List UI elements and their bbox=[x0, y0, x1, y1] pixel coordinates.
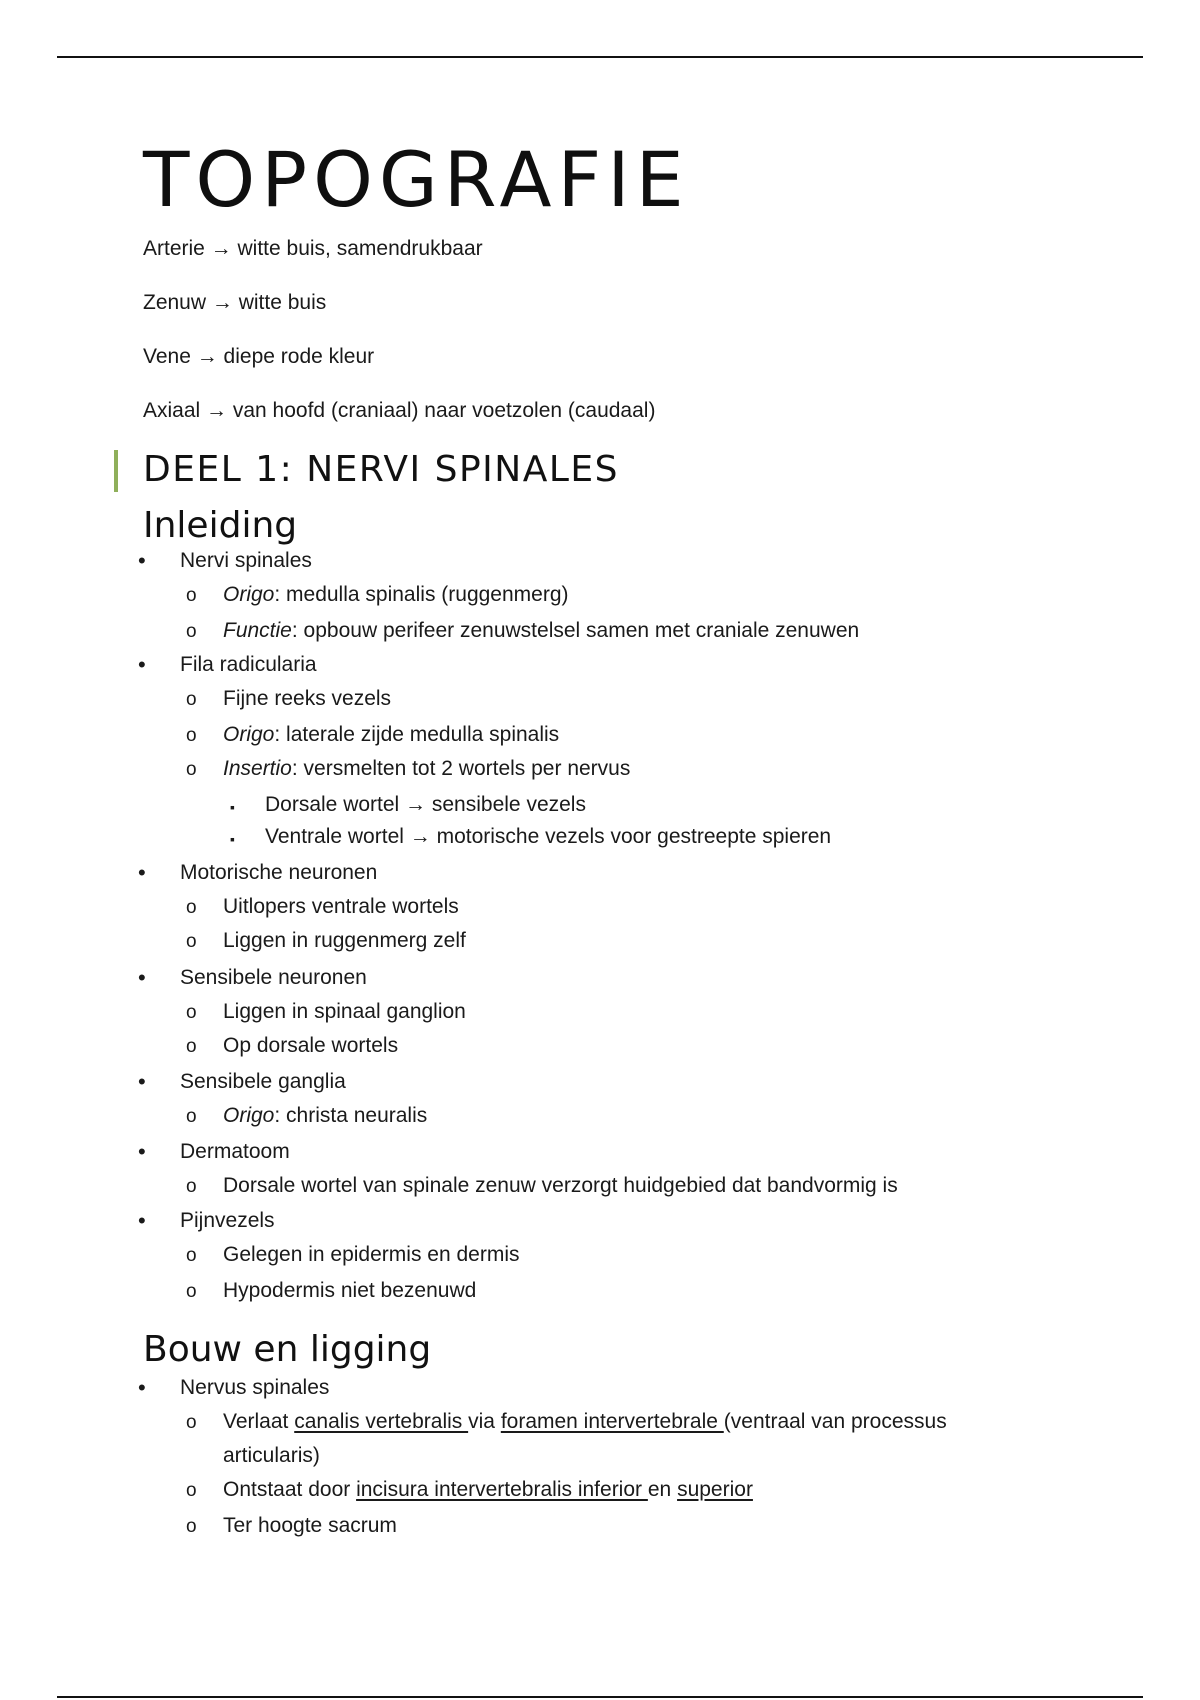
bullet-marker: o bbox=[186, 759, 197, 780]
list-item-text bbox=[223, 584, 569, 605]
bullet-marker: o bbox=[186, 1002, 197, 1023]
bullet-marker: • bbox=[138, 965, 146, 990]
list-item-text bbox=[223, 1479, 753, 1500]
text-run: Verlaat bbox=[223, 1410, 295, 1433]
list-item-text: Ventrale wortel → motorische vezels voor gestreepte spieren bbox=[265, 825, 832, 848]
bullet-marker: • bbox=[138, 652, 146, 677]
bullet-marker: o bbox=[186, 1245, 197, 1266]
bullet-marker: • bbox=[138, 1208, 146, 1233]
bullet-marker: ▪ bbox=[230, 799, 235, 815]
heading-bouw-en-ligging: Bouw en ligging bbox=[143, 1329, 432, 1370]
bullet-marker: ▪ bbox=[230, 831, 235, 847]
list-item-text bbox=[223, 1411, 947, 1432]
intro-line-axiaal: Axiaal → van hoofd (craniaal) naar voetzolen (caudaal) bbox=[143, 399, 656, 422]
underlined-term: foramen intervertebrale bbox=[500, 1410, 724, 1433]
footer-rule bbox=[57, 1696, 1143, 1698]
intro-line-vene: Vene → diepe rode kleur bbox=[143, 345, 375, 368]
bullet-marker: • bbox=[138, 548, 146, 573]
list-item-text: Fila radicularia bbox=[180, 653, 317, 676]
term-text: : versmelten tot 2 wortels per nervus bbox=[291, 757, 631, 780]
list-item-text: Pijnvezels bbox=[180, 1209, 275, 1232]
bullet-marker: o bbox=[186, 1106, 197, 1127]
list-item-text: Nervi spinales bbox=[180, 549, 312, 572]
term-text: : medulla spinalis (ruggenmerg) bbox=[274, 583, 569, 606]
list-item-text: Ter hoogte sacrum bbox=[223, 1514, 397, 1537]
underlined-term: superior bbox=[677, 1478, 753, 1501]
list-item-continuation: articularis) bbox=[223, 1444, 320, 1467]
list-item-text bbox=[223, 620, 859, 641]
header-rule bbox=[57, 56, 1143, 58]
bullet-marker: o bbox=[186, 689, 197, 710]
term-label: Insertio bbox=[223, 757, 292, 780]
underlined-term: canalis vertebralis bbox=[294, 1410, 469, 1433]
list-item-text: Sensibele ganglia bbox=[180, 1070, 346, 1093]
bullet-marker: o bbox=[186, 621, 197, 642]
list-item-text: Dorsale wortel van spinale zenuw verzorgt huidgebied dat bandvormig is bbox=[223, 1174, 898, 1197]
underlined-term: incisura intervertebralis inferior bbox=[356, 1478, 648, 1501]
bullet-marker: • bbox=[138, 860, 146, 885]
bullet-marker: • bbox=[138, 1375, 146, 1400]
term-label: Functie bbox=[223, 619, 292, 642]
bullet-marker: o bbox=[186, 897, 197, 918]
list-item-text: Hypodermis niet bezenuwd bbox=[223, 1279, 477, 1302]
term-text: : laterale zijde medulla spinalis bbox=[274, 723, 560, 746]
bullet-marker: • bbox=[138, 1139, 146, 1164]
list-item-text bbox=[223, 758, 630, 779]
list-item-text: Liggen in spinaal ganglion bbox=[223, 1000, 466, 1023]
list-item-text: Sensibele neuronen bbox=[180, 966, 367, 989]
list-item-text: Gelegen in epidermis en dermis bbox=[223, 1243, 520, 1266]
bullet-marker: • bbox=[138, 1069, 146, 1094]
text-run: via bbox=[468, 1410, 501, 1433]
list-item-text: Liggen in ruggenmerg zelf bbox=[223, 929, 466, 952]
list-item-text: Nervus spinales bbox=[180, 1376, 330, 1399]
list-item-text: Op dorsale wortels bbox=[223, 1034, 399, 1057]
list-item-text: Dorsale wortel → sensibele vezels bbox=[265, 793, 586, 816]
term-label: Origo bbox=[223, 723, 275, 746]
heading-inleiding: Inleiding bbox=[143, 505, 298, 546]
text-run: en bbox=[647, 1478, 678, 1501]
bullet-marker: o bbox=[186, 1412, 197, 1433]
text-run: Ontstaat door bbox=[223, 1478, 357, 1501]
bullet-marker: o bbox=[186, 1036, 197, 1057]
term-text: : opbouw perifeer zenuwstelsel samen met craniale zenuwen bbox=[291, 619, 860, 642]
term-text: : christa neuralis bbox=[274, 1104, 428, 1127]
term-label: Origo bbox=[223, 1104, 275, 1127]
term-label: Origo bbox=[223, 583, 275, 606]
bullet-marker: o bbox=[186, 1480, 197, 1501]
bullet-marker: o bbox=[186, 1176, 197, 1197]
bullet-marker: o bbox=[186, 931, 197, 952]
list-item-text: Motorische neuronen bbox=[180, 861, 378, 884]
section-accent-bar bbox=[114, 450, 118, 492]
intro-line-arterie: Arterie → witte buis, samendrukbaar bbox=[143, 237, 483, 260]
bullet-marker: o bbox=[186, 1281, 197, 1302]
bullet-marker: o bbox=[186, 725, 197, 746]
bullet-marker: o bbox=[186, 585, 197, 606]
text-run: (ventraal van processus bbox=[723, 1410, 947, 1433]
list-item-text: Fijne reeks vezels bbox=[223, 687, 392, 710]
section-heading: DEEL 1: NERVI SPINALES bbox=[143, 449, 619, 490]
list-item-text: Uitlopers ventrale wortels bbox=[223, 895, 459, 918]
page-title: TOPOGRAFIE bbox=[143, 135, 690, 224]
list-item-text bbox=[223, 724, 559, 745]
list-item-text: Dermatoom bbox=[180, 1140, 290, 1163]
list-item-text bbox=[223, 1105, 427, 1126]
bullet-marker: o bbox=[186, 1516, 197, 1537]
intro-line-zenuw: Zenuw → witte buis bbox=[143, 291, 327, 314]
